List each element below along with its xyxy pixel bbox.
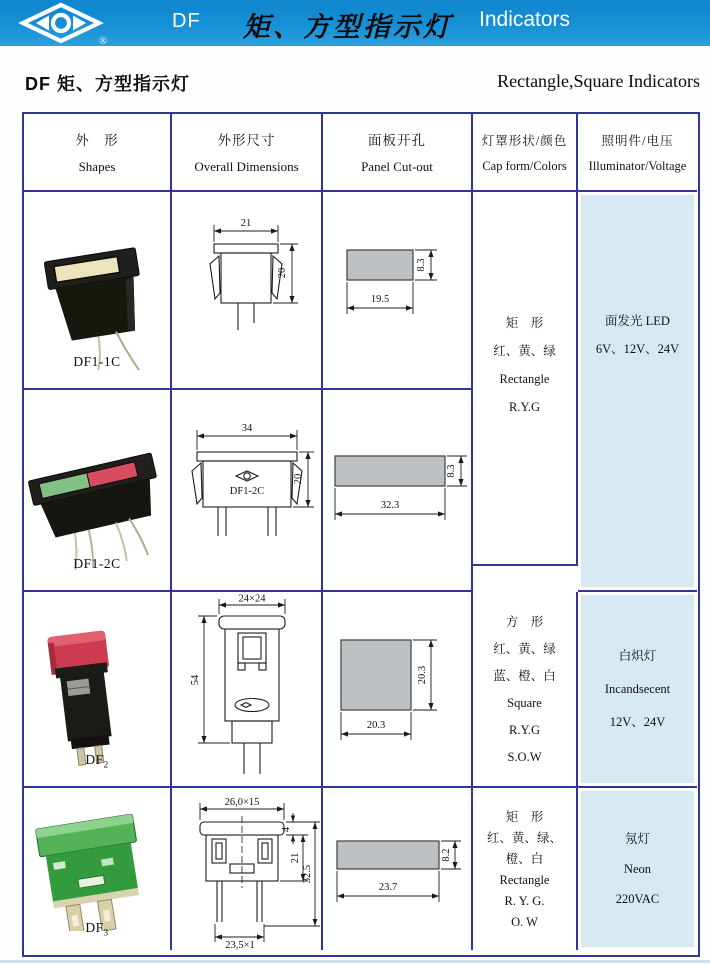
dimension-cell-df1-2c — [172, 390, 323, 592]
cutout-cell-df1-2c — [323, 390, 473, 592]
dimension-cell-df3 — [172, 788, 323, 950]
header-banner — [0, 0, 710, 46]
dimension-drawing-df3 — [172, 788, 322, 950]
shape-cell-df1-1c — [24, 192, 172, 390]
panel-cutout-df1-2c — [323, 390, 473, 590]
col-header-illuminator: 照明件/电压 Illuminator/Voltage — [578, 114, 697, 192]
col-header-shapes: 外 形 Shapes — [24, 114, 172, 192]
svg-text:8.2: 8.2 — [441, 848, 452, 862]
product-photo-df2 — [24, 616, 172, 766]
svg-text:8.3: 8.3 — [416, 258, 427, 272]
svg-text:23,5×1: 23,5×1 — [225, 940, 255, 950]
banner-title-zh: 矩、方型指示灯 — [243, 12, 453, 42]
svg-text:19.5: 19.5 — [370, 294, 390, 305]
model-label: $DF_3$ — [85, 920, 109, 938]
panel-cutout-df1-1c — [323, 192, 473, 388]
product-photo-df3 — [24, 806, 172, 931]
svg-text:54: 54 — [190, 674, 201, 686]
svg-text:®: ® — [99, 36, 107, 46]
brand-diamond-logo-icon — [15, 2, 111, 46]
svg-text:DF1-2C: DF1-2C — [229, 486, 265, 497]
svg-text:21: 21 — [240, 218, 252, 229]
dimension-drawing-df2 — [172, 592, 322, 788]
col-header-cutout: 面板开孔 Panel Cut-out — [323, 114, 473, 192]
dimension-drawing-df1-2c — [172, 390, 322, 590]
svg-text:21: 21 — [290, 852, 301, 864]
cutout-cell-df2 — [323, 592, 473, 788]
product-table — [22, 112, 700, 957]
cutout-cell-df3 — [323, 788, 473, 950]
illuminator-cell-neon: 氖灯 Neon 220VAC — [578, 788, 697, 950]
svg-text:24×24: 24×24 — [238, 593, 266, 605]
dimension-cell-df2 — [172, 592, 323, 788]
capform-cell-rect-led: 矩 形 红、黄、绿 Rectangle R.Y.G — [473, 166, 578, 566]
svg-text:20.3: 20.3 — [417, 665, 428, 685]
series-code: DF — [172, 10, 201, 32]
panel-cutout-df2 — [323, 592, 473, 788]
dimension-cell-df1-1c — [172, 192, 323, 390]
svg-text:20: 20 — [277, 267, 288, 279]
page-title-zh: DF 矩、方型指示灯 — [25, 74, 190, 94]
illuminator-cell-incandescent: 白炽灯 Incandsecent 12V、24V — [578, 592, 697, 788]
dimension-drawing-df1-1c — [172, 192, 322, 388]
model-label: $DF_2$ — [85, 752, 109, 770]
shape-cell-df1-2c — [24, 390, 172, 592]
illuminator-cell-led: 面发光 LED 6V、12V、24V — [578, 192, 697, 592]
cutout-cell-df1-1c — [323, 192, 473, 390]
capform-cell-rect-neon: 矩 形 红、黄、绿、 橙、白 Rectangle R. Y. G. O. W — [473, 788, 578, 950]
svg-text:32.5: 32.5 — [302, 864, 313, 884]
product-photo-df1-2c — [24, 424, 172, 574]
svg-text:4: 4 — [281, 826, 292, 833]
svg-text:8.3: 8.3 — [446, 464, 457, 478]
model-label: DF1-2C — [73, 556, 121, 572]
svg-text:34: 34 — [241, 423, 253, 434]
model-label: DF1-1C — [73, 354, 121, 370]
svg-text:26,0×15: 26,0×15 — [224, 797, 260, 808]
product-photo-df1-1c — [24, 220, 172, 370]
panel-cutout-df3 — [323, 788, 473, 950]
svg-text:20: 20 — [293, 473, 304, 485]
banner-title-en: Indicators — [479, 8, 571, 31]
page-bottom-rule — [0, 960, 710, 963]
capform-cell-square: 方 形 红、黄、绿 蓝、橙、白 Square R.Y.G S.O.W — [473, 592, 578, 788]
svg-text:20.3: 20.3 — [366, 720, 386, 731]
shape-cell-df3 — [24, 788, 172, 950]
col-header-dimensions: 外形尺寸 Overall Dimensions — [172, 114, 323, 192]
page-title-en: Rectangle,Square Indicators — [497, 71, 700, 91]
svg-text:32.3: 32.3 — [380, 500, 400, 511]
col-header-capform: 灯罩形状/颜色 Cap form/Colors — [473, 114, 578, 192]
svg-text:23.7: 23.7 — [378, 882, 398, 893]
shape-cell-df2 — [24, 592, 172, 788]
